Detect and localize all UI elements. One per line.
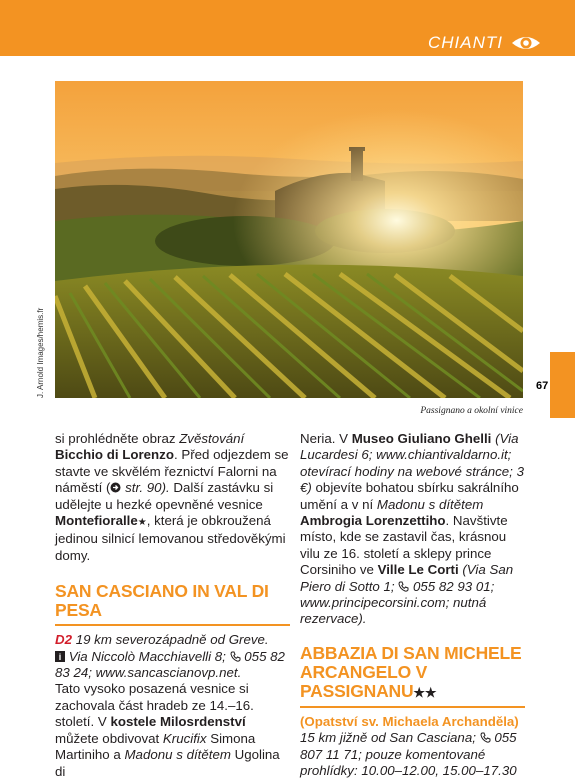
contact-hours: 055 807 11 71; pouze komentované prohlídky: 10.00–12.00, 15.00–17.30 (300, 730, 517, 779)
san-casciano-paragraph (55, 681, 290, 779)
page-number: 67 (536, 380, 549, 392)
address: Via Niccolò Macchiavelli 8; (68, 648, 230, 664)
right-column (300, 431, 525, 780)
text: Simona Martiniho a (55, 730, 256, 763)
text: Další zastávku si udělejte u hezké opevněné vesnice (55, 480, 274, 512)
text: . Navštivte místo, kde se zastavil čas, krásnou vilu ze 16. století a sklepy prince Corsiniho ve (300, 513, 508, 578)
phone-icon (480, 732, 491, 743)
arrow-ref-icon (110, 482, 121, 493)
museum-name: Museo Giuliano Ghelli (351, 431, 492, 446)
phone-and-web: 055 82 83 24; www.sancascianovp.net. (55, 648, 285, 681)
photo-credit: J. Arnold Images/hemis.fr (36, 307, 45, 398)
star-rating: ★★ (413, 684, 437, 700)
section-title: CHIANTI (428, 33, 503, 52)
artwork-title: Madonu s dítětem (376, 496, 484, 512)
abbazia-info (300, 714, 525, 780)
artist-name: Ambrogia Lorenzettiho (300, 513, 446, 529)
section-heading-san-casciano: SAN CASCIANO IN VAL DI PESA (55, 581, 269, 621)
photo-caption: Passignano a okolní vinice (420, 406, 523, 416)
info-icon (55, 651, 65, 662)
section-header-bar (0, 0, 575, 56)
artwork-title: Krucifix (162, 730, 207, 746)
svg-text:i: i (58, 651, 62, 662)
intro-paragraph (55, 431, 290, 564)
phone-icon (398, 581, 409, 592)
page-ref (110, 480, 169, 495)
eye-icon (511, 33, 541, 53)
heading-text: ABBAZIA DI SAN MICHELE ARCANGELO V PASSIGNANU (300, 642, 522, 701)
section-heading-abbazia (300, 644, 525, 702)
distance-text: 19 km severozápadně od Greve. (72, 632, 269, 648)
text: Ugolina di (55, 747, 280, 779)
text: objevíte bohatou sbírku sakrálního umění a v ní (300, 480, 519, 512)
artist-name: Bicchio di Lorenzo (55, 447, 174, 463)
page-tab (550, 352, 575, 418)
text: , která je obkroužená jedinou silnicí lemovanou středověkými domy. (55, 513, 286, 563)
page-ref-text: str. 90). (125, 480, 170, 496)
location-info (55, 632, 290, 681)
artwork-title: Madonu s dítětem (124, 747, 231, 763)
text: Tato vysoko posazená vesnice si zachovala část hradeb ze 14.–16. století. V (55, 681, 254, 730)
phone-icon (230, 651, 241, 662)
villa-address: (Via San Piero di Sotto 1; (300, 562, 514, 594)
subheading: (Opatství sv. Michaela Archanděla) (300, 713, 519, 729)
map-reference: D2 (55, 632, 72, 648)
painting-title: Zvěstování (179, 431, 245, 446)
star-rating: ★ (137, 517, 147, 529)
vineyard-photo (55, 81, 523, 398)
distance-text: 15 km jižně od San Casciana; (300, 730, 480, 746)
left-column (55, 431, 290, 780)
text: si prohlédněte obraz (55, 431, 180, 446)
text: . Před odjezdem se stavte ve skvělém řeznictví Falorni na náměstí ( (55, 447, 289, 496)
museum-info: (Via Lucardesi 6; www.chiantivaldarno.it; otevírací hodiny na webové stránce; 3 €) (300, 431, 524, 496)
heading-rule (300, 706, 525, 708)
church-name: kostele Milosrdenství (110, 714, 246, 730)
text: můžete obdivovat (55, 730, 163, 746)
text: Neria. V (300, 431, 352, 446)
villa-contact: 055 82 93 01; www.principecorsini.com; nutná rezervace). (300, 578, 495, 627)
villa-name: Ville Le Corti (377, 562, 459, 578)
museum-paragraph (300, 431, 525, 628)
heading-rule (55, 624, 290, 626)
village-name: Montefioralle (55, 513, 138, 529)
